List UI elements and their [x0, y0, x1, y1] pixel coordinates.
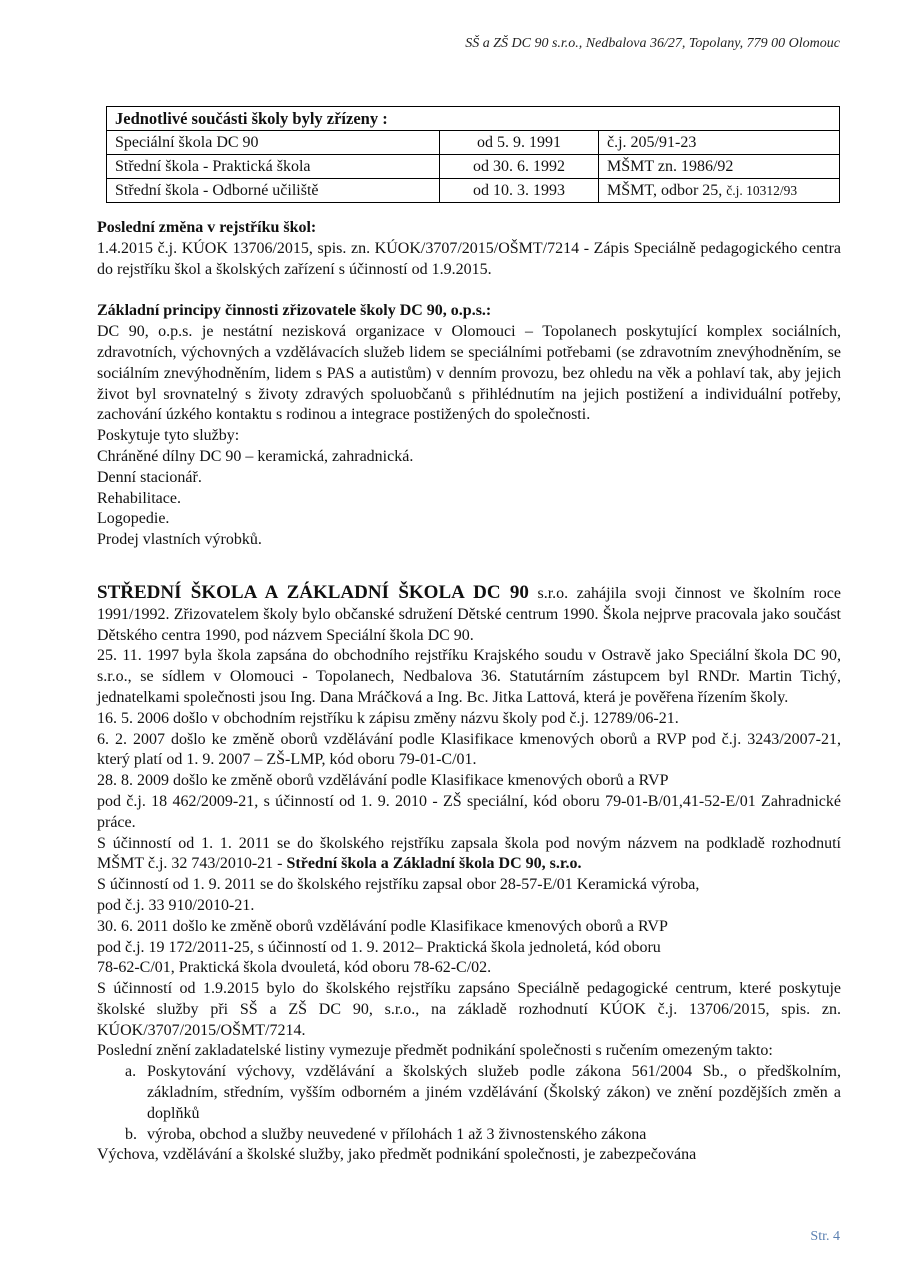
list-marker: a. [125, 1063, 137, 1081]
list-item-text: Poskytování výchovy, vzdělávání a školských služeb podle zákona 561/2004 Sb., o předškolním, základním, středním, vyšším odborném a jiném vzdělávání (Školský zákon) ve znění pozdějších změn a doplňků [147, 1063, 841, 1122]
history-paragraph: Výchova, vzdělávání a školské služby, jako předmět podnikání společnosti, je zabezpečována [97, 1146, 697, 1164]
history-paragraph: pod č.j. 18 462/2009-21, s účinností od 1. 9. 2010 - ZŠ speciální, kód oboru 79-01-B/01,41-52-E/01 Zahradnické práce. [97, 792, 841, 831]
table-caption-row [107, 107, 840, 131]
history-text: S účinností od 1. 1. 2011 se do školského rejstříku zapsala škola pod novým názvem na podkladě rozhodnutí MŠMT č.j. 32 743/2010-21 - [97, 834, 841, 873]
table-row [107, 131, 840, 155]
reference-number-small: č.j. 10312/93 [726, 183, 798, 198]
table-caption: Jednotlivé součásti školy byly zřízeny : [107, 107, 840, 131]
reference-number [599, 155, 840, 179]
history-paragraph: 6. 2. 2007 došlo ke změně oborů vzdělávání podle Klasifikace kmenových oborů a RVP pod č.j. 3243/2007-21, který platí od 1. 9. 2007 – ZŠ-LMP, kód oboru 79-01-C/01. [97, 730, 841, 769]
service-item: Denní stacionář. [97, 468, 202, 486]
last-change-heading: Poslední změna v rejstříku škol: [97, 219, 317, 236]
table-row [107, 179, 840, 203]
history-paragraph: pod č.j. 19 172/2011-25, s účinností od 1. 9. 2012– Praktická škola jednoletá, kód oboru [97, 938, 661, 956]
last-change-text: 1.4.2015 č.j. KÚOK 13706/2015, spis. zn. KÚOK/3707/2015/OŠMT/7214 - Zápis Speciálně pedagogického centra do rejstříku škol a školských zařízení s účinností od 1.9.2015. [97, 239, 841, 278]
reference-number [599, 131, 840, 155]
history-paragraph: S účinností od 1. 9. 2011 se do školského rejstříku zapsal obor 28-57-E/01 Keramická výroba, [97, 876, 700, 894]
history-intro-text: s.r.o. zahájila svoji činnost ve školním roce 1991/1992. Zřizovatelem školy bylo občanské sdružení Dětské centrum 1990. Škola nejprve pracovala jako součást Dětského centra 1990, pod názvem Speciální škola DC 90. [97, 584, 841, 644]
list-marker: b. [125, 1125, 137, 1143]
history-paragraph: 16. 5. 2006 došlo v obchodním rejstříku k zápisu změny názvu školy pod č.j. 12789/06-21. [97, 709, 679, 727]
page-number: Str. 4 [810, 1229, 840, 1244]
service-item: Rehabilitace. [97, 489, 181, 507]
history-paragraph: 25. 11. 1997 byla škola zapsána do obchodního rejstříku Krajského soudu v Ostravě jako Speciální škola DC 90, s.r.o., se sídlem v Olomouci - Topolanech, Nedbalova 36. Statutárním zástupcem byl RNDr. Martin Tichý, jednatelkami společnosti jsou Ing. Dana Mráčková a Ing. Bc. Jitka Lattová, která je pověřena řízením školy. [97, 647, 841, 706]
reference-text: MŠMT zn. 1986/92 [607, 158, 734, 175]
history-intro-paragraph [97, 583, 841, 646]
history-paragraph: 78-62-C/01, Praktická škola dvouletá, kód oboru 78-62-C/02. [97, 959, 492, 977]
history-paragraph: Poslední znění zakladatelské listiny vymezuje předmět podnikání společnosti s ručením omezeným takto: [97, 1042, 773, 1060]
history-paragraph: 30. 6. 2011 došlo ke změně oborů vzdělávání podle Klasifikace kmenových oborů a RVP [97, 917, 668, 935]
history-paragraph: S účinností od 1.9.2015 bylo do školského rejstříku zapsáno Speciálně pedagogické centrum, které poskytuje školské služby při SŠ a ZŠ DC 90, s.r.o., na základě rozhodnutí KÚOK č.j. 13706/2015, spis. zn. KÚOK/3707/2015/OŠMT/7214. [97, 980, 841, 1039]
page-header: SŠ a ZŠ DC 90 s.r.o., Nedbalova 36/27, Topolany, 779 00 Olomouc [465, 36, 840, 51]
list-item-text: výroba, obchod a služby neuvedené v přílohách 1 až 3 živnostenského zákona [147, 1125, 647, 1143]
history-paragraph: pod č.j. 33 910/2010-21. [97, 896, 255, 914]
reference-text: MŠMT, odbor 25, [607, 182, 727, 199]
founding-table-container [106, 106, 840, 203]
service-item: Chráněné dílny DC 90 – keramická, zahradnická. [97, 447, 414, 465]
service-item: Logopedie. [97, 510, 170, 528]
service-item: Prodej vlastních výrobků. [97, 531, 262, 549]
principles-text: DC 90, o.p.s. je nestátní nezisková organizace v Olomouci – Topolanech poskytující komplex sociálních, zdravotních, výchovných a vzdělávacích služeb lidem se speciálními potřebami (se zdravotním znevýhodněním, se sociálním znevýhodněním, lidem s PAS a autistům) v denním provozu, bez ohledu na věk a pohlaví tak, aby jejich život byl srovnatelný s životy zdravých spoluobčanů s přihlédnutím na jejich postižení a individuální potřeby, zachování úzkého kontaktu s rodinou a integrace postižených do společnosti. [97, 323, 841, 424]
founding-table [106, 106, 840, 203]
school-part-name: Střední škola - Odborné učiliště [107, 179, 440, 203]
new-school-name: Střední škola a Základní škola DC 90, s.r.o. [286, 855, 582, 873]
reference-text: č.j. 205/91-23 [607, 134, 697, 151]
school-title: STŘEDNÍ ŠKOLA A ZÁKLADNÍ ŠKOLA DC 90 [97, 581, 529, 603]
school-part-name: Střední škola - Praktická škola [107, 155, 440, 179]
reference-number [599, 179, 840, 203]
founding-date: od 5. 9. 1991 [440, 131, 599, 155]
services-intro: Poskytuje tyto služby: [97, 427, 240, 445]
founding-date: od 10. 3. 1993 [440, 179, 599, 203]
list-item [125, 1125, 841, 1146]
list-item [125, 1062, 841, 1124]
school-part-name: Speciální škola DC 90 [107, 131, 440, 155]
history-paragraph [97, 834, 841, 876]
document-body [97, 218, 841, 1166]
business-scope-list [97, 1062, 841, 1145]
principles-heading: Základní principy činnosti zřizovatele školy DC 90, o.p.s.: [97, 302, 492, 320]
history-paragraph: 28. 8. 2009 došlo ke změně oborů vzdělávání podle Klasifikace kmenových oborů a RVP [97, 772, 669, 790]
founding-date: od 30. 6. 1992 [440, 155, 599, 179]
table-row [107, 155, 840, 179]
